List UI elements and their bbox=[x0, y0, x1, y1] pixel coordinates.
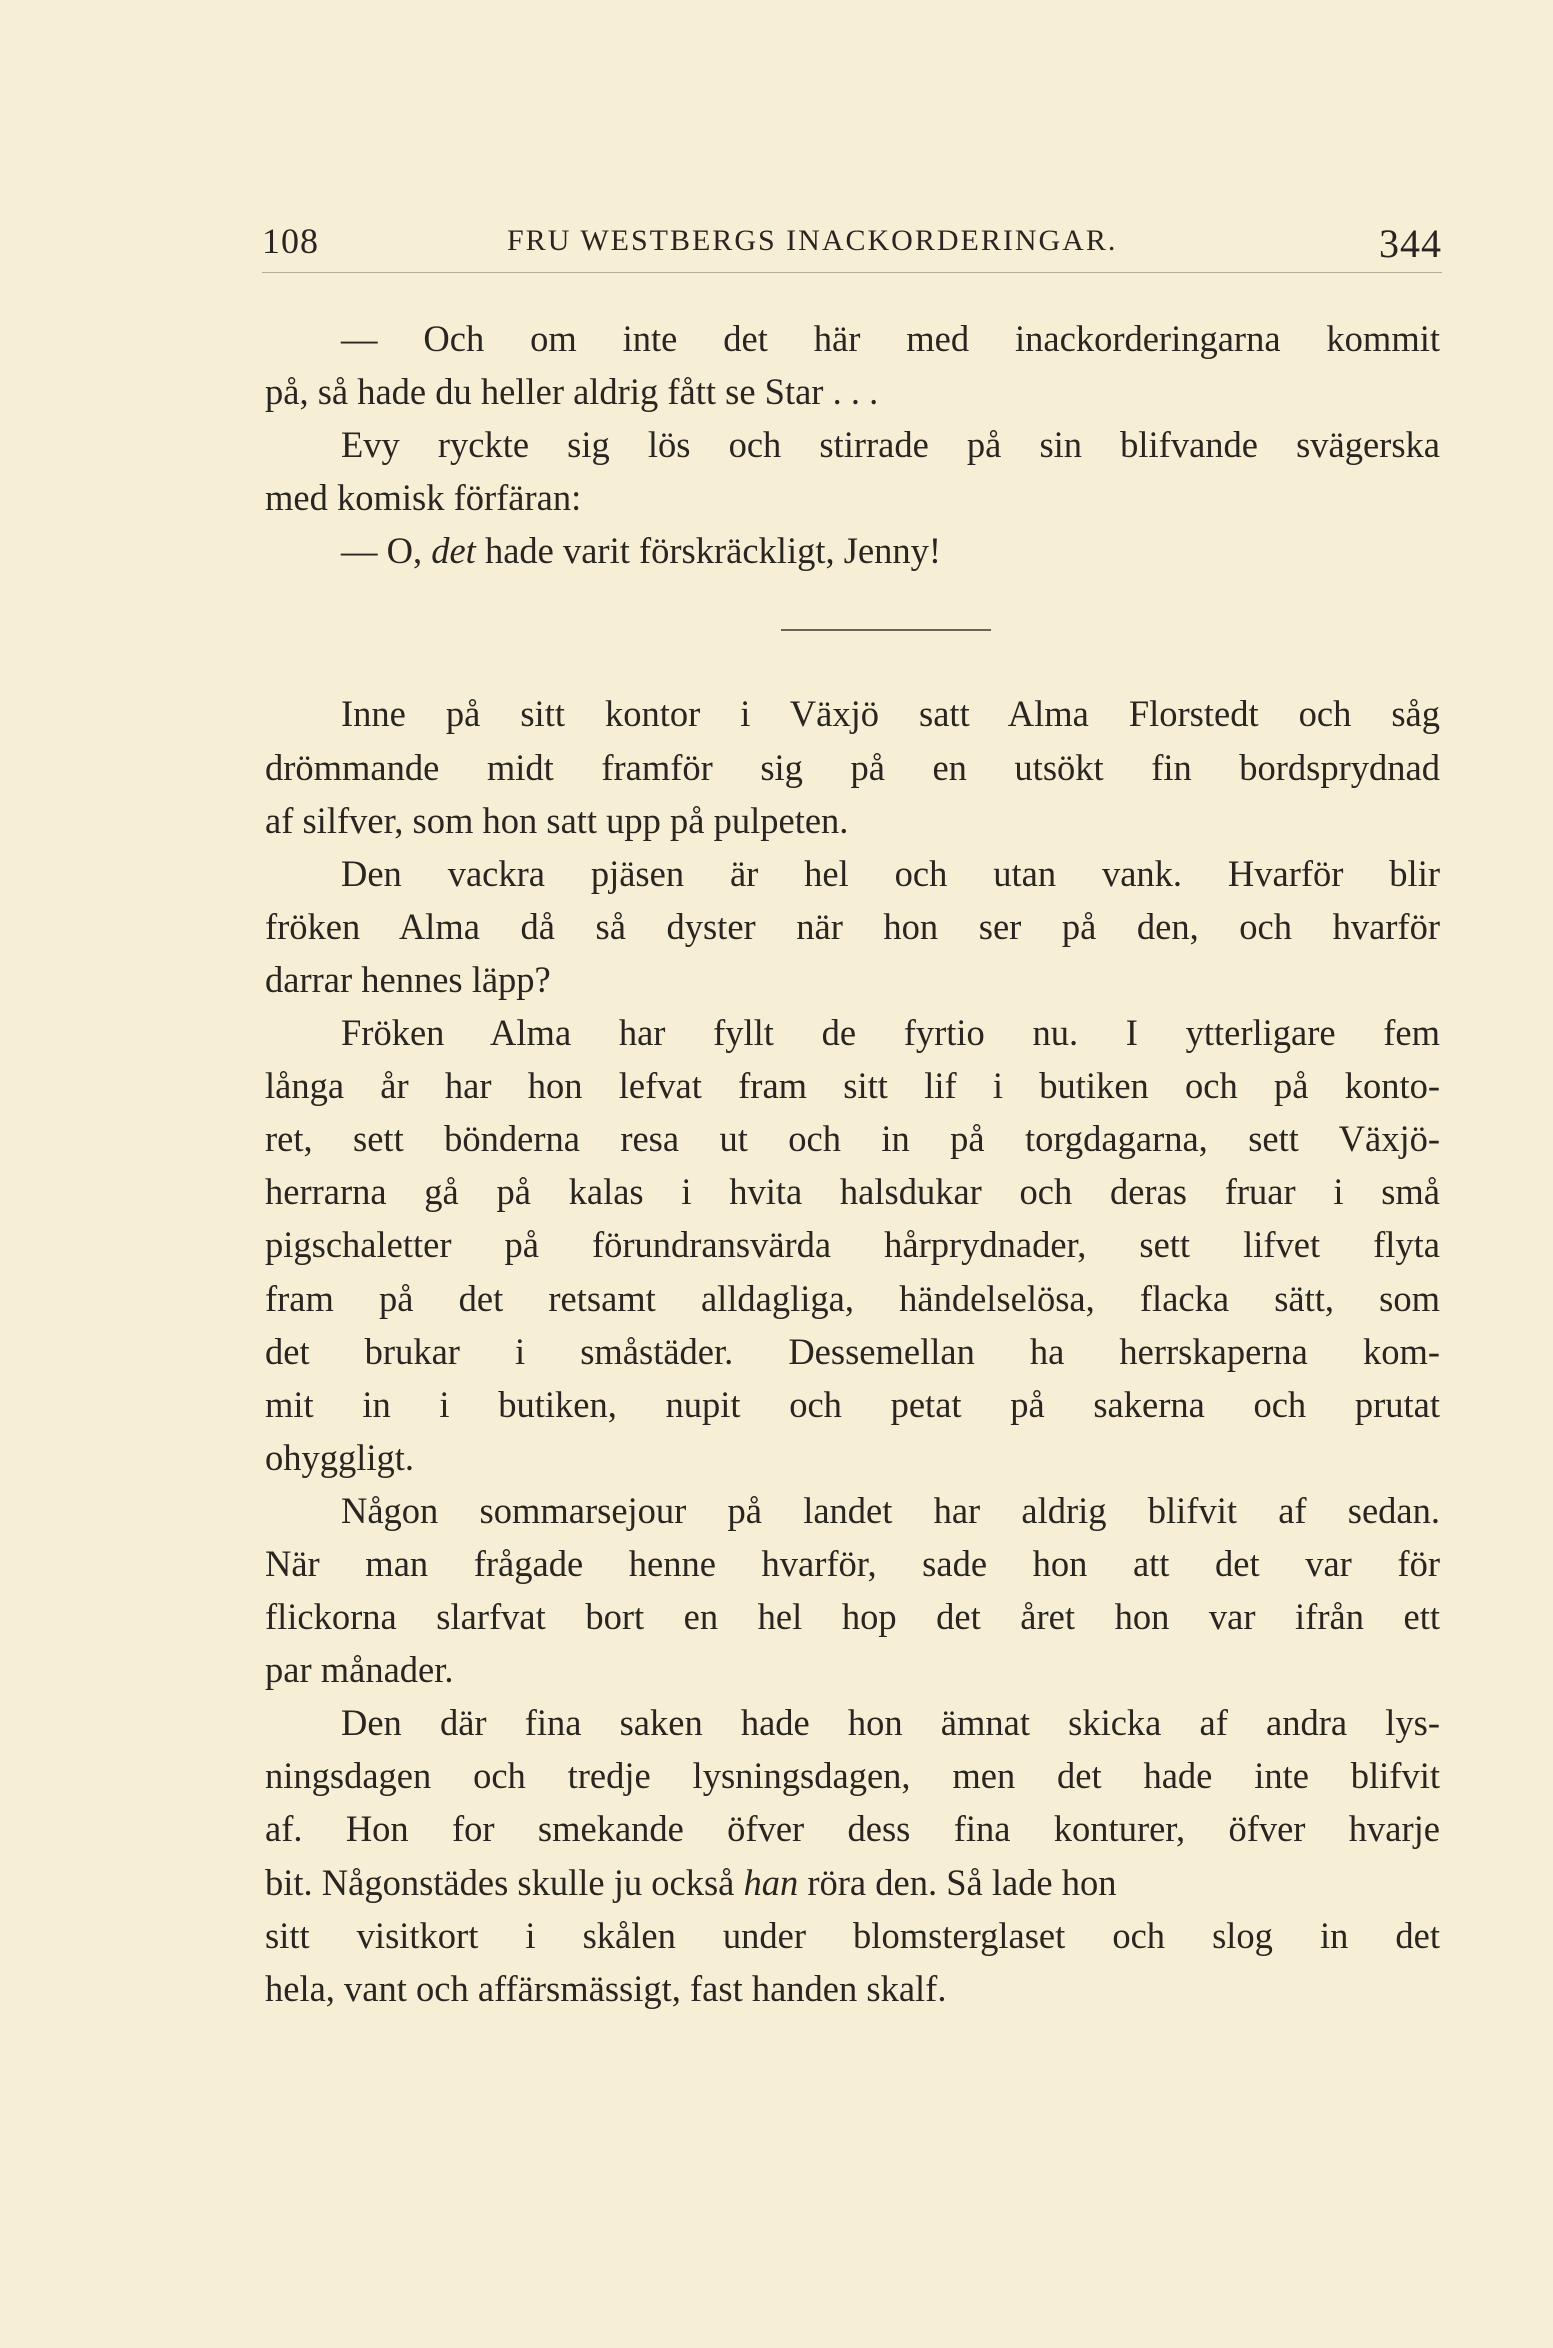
text-line: Någon sommarsejour på landet har aldrig blifvit af sedan. bbox=[341, 1489, 1440, 1531]
header-rule bbox=[262, 272, 1442, 273]
section-divider bbox=[781, 629, 991, 631]
text-line: darrar hennes läpp? bbox=[265, 958, 551, 1000]
line-text: röra den. Så lade hon bbox=[798, 1861, 1117, 1903]
page-header bbox=[262, 210, 1442, 270]
text-line bbox=[265, 524, 1440, 577]
running-title: FRU WESTBERGS INACKORDERINGAR. bbox=[507, 224, 1118, 257]
body-text bbox=[265, 312, 1440, 2015]
text-line: ret, sett bönderna resa ut och in på torgdagarna, sett Växjö- bbox=[265, 1118, 1440, 1160]
text-line: Evy ryckte sig lös och stirrade på sin blifvande svägerska bbox=[341, 424, 1440, 466]
text-line: af silfver, som hon satt upp på pulpeten. bbox=[265, 799, 849, 841]
text-line: långa år har hon lefvat fram sitt lif i butiken och på konto- bbox=[265, 1065, 1440, 1107]
text-line: Inne på sitt kontor i Växjö satt Alma Florstedt och såg bbox=[341, 693, 1440, 735]
text-line: på, så hade du heller aldrig fått se Star . . . bbox=[265, 371, 879, 413]
text-line: fram på det retsamt alldagliga, händelselösa, flacka sätt, som bbox=[265, 1277, 1440, 1319]
text-line: — Och om inte det här med inackorderingarna kommit bbox=[341, 318, 1440, 359]
page-number: 108 bbox=[262, 221, 319, 261]
text-line: ningsdagen och tredje lysningsdagen, men det hade inte blifvit bbox=[265, 1755, 1440, 1797]
text-line: med komisk förfäran: bbox=[265, 477, 582, 519]
text-line: mit in i butiken, nupit och petat på sakerna och prutat bbox=[265, 1383, 1440, 1425]
dash-text: — O, bbox=[341, 530, 432, 572]
text-line: det brukar i småstäder. Dessemellan ha herrskaperna kom- bbox=[265, 1330, 1440, 1372]
text-line: af. Hon for smekande öfver dess fina konturer, öfver hvarje bbox=[265, 1808, 1440, 1850]
line-text: hade varit förskräckligt, Jenny! bbox=[475, 530, 942, 572]
text-line: par månader. bbox=[265, 1649, 454, 1691]
text-line: sitt visitkort i skålen under blomsterglaset och slog in det bbox=[265, 1914, 1440, 1956]
text-line: Fröken Alma har fyllt de fyrtio nu. I ytterligare fem bbox=[341, 1012, 1440, 1054]
text-line: Den vackra pjäsen är hel och utan vank. Hvarför blir bbox=[341, 852, 1440, 894]
text-line: herrarna gå på kalas i hvita halsdukar och deras fruar i små bbox=[265, 1171, 1440, 1213]
line-text: bit. Någonstädes skulle ju också bbox=[265, 1861, 744, 1903]
text-line: pigschaletter på förundransvärda hårprydnader, sett lifvet flyta bbox=[265, 1224, 1440, 1266]
text-line: fröken Alma då så dyster när hon ser på den, och hvarför bbox=[265, 905, 1440, 947]
text-line: När man frågade henne hvarför, sade hon att det var för bbox=[265, 1542, 1440, 1584]
text-line: hela, vant och affärsmässigt, fast handen skalf. bbox=[265, 1967, 947, 2009]
text-line: Den där fina saken hade hon ämnat skicka af andra lys- bbox=[341, 1702, 1440, 1744]
emphasis-text: han bbox=[743, 1861, 799, 1903]
text-line: flickorna slarfvat bort en hel hop det året hon var ifrån ett bbox=[265, 1596, 1440, 1638]
folio-number: 344 bbox=[1379, 221, 1442, 266]
emphasis-text: det bbox=[431, 530, 476, 572]
text-line: ohyggligt. bbox=[265, 1436, 415, 1478]
text-line bbox=[265, 1856, 1440, 1909]
text-line: drömmande midt framför sig på en utsökt fin bordsprydnad bbox=[265, 746, 1440, 788]
